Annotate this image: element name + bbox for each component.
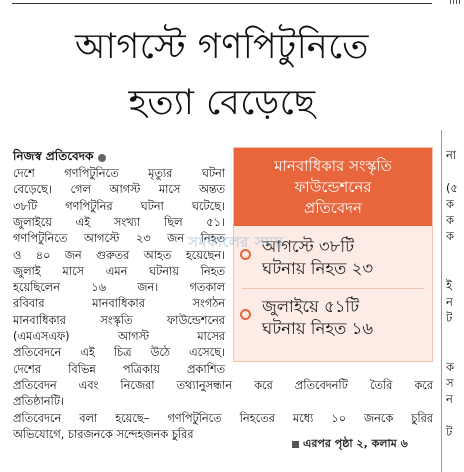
highlight-box-title bbox=[234, 148, 432, 226]
adjacent-column-line bbox=[446, 344, 464, 360]
adjacent-column-line: ই bbox=[446, 279, 452, 293]
body-line: প্রতিবেদনে এই চিত্র উঠে এসেছে। bbox=[13, 346, 225, 360]
headline-line-2: হত্যা বেড়েছে bbox=[128, 83, 316, 123]
box-item-line: ঘটনায় নিহত ২৩ bbox=[262, 259, 374, 278]
body-line: প্রতিষ্ঠানটি। bbox=[13, 395, 64, 409]
square-bullet-icon bbox=[292, 441, 299, 448]
body-line: জুলাই মাসে এমন ঘটনায় নিহত bbox=[13, 264, 225, 278]
dotted-rule bbox=[450, 0, 460, 4]
body-line: দেশের বিভিন্ন পত্রিকায় প্রকাশিত bbox=[13, 362, 225, 376]
byline bbox=[13, 148, 106, 168]
body-line: রবিবার মানবাধিকার সংগঠন bbox=[13, 297, 225, 311]
body-line: দেশে গণপিটুনিতে মৃত্যুর ঘটনা bbox=[13, 167, 225, 180]
adjacent-column-line: ক bbox=[446, 230, 454, 244]
adjacent-column-line: ট bbox=[446, 426, 453, 440]
body-line: অভিযোগে, চারজনকে সন্দেহজনক চুরির bbox=[13, 427, 194, 441]
continuation-note bbox=[292, 435, 408, 454]
box-title-line: মানবাধিকার সংস্কৃতি bbox=[274, 156, 392, 175]
body-line: হয়েছিলেন ১৬ জন। গতকাল bbox=[13, 281, 225, 295]
body-line: গণপিটুনিতে আগস্টে ২৩ জন নিহত bbox=[13, 232, 225, 246]
adjacent-column-line bbox=[446, 246, 464, 262]
adjacent-column-line: ক bbox=[446, 197, 454, 211]
body-line: প্রতিবেদন এবং নিজেরা তথ্যানুসন্ধান করে প্রতিবেদনটি তৈরি করে bbox=[13, 378, 433, 392]
adjacent-column-line: ন bbox=[446, 295, 453, 309]
column-divider bbox=[441, 130, 442, 472]
circle-bullet-icon bbox=[240, 309, 251, 320]
adjacent-column-line: ক bbox=[446, 214, 454, 228]
box-divider bbox=[242, 288, 424, 289]
box-item-line: জুলাইয়ে ৫১টি bbox=[262, 297, 360, 316]
body-line: ৩৮টি গণপিটুনির ঘটনা ঘটেছে। bbox=[13, 199, 225, 213]
box-title-line: প্রতিবেদন bbox=[304, 198, 362, 217]
adjacent-column-line bbox=[446, 164, 464, 180]
adjacent-column-line: ক bbox=[446, 360, 454, 374]
watermark: সমকালের সময় bbox=[188, 233, 284, 251]
adjacent-column-line: (৫ bbox=[446, 181, 458, 195]
body-line: মানবাধিকার সংস্কৃতি ফাউন্ডেশনের bbox=[13, 313, 225, 327]
box-item-line: আগস্টে ৩৮টি bbox=[262, 237, 355, 256]
adjacent-column-line: না bbox=[446, 149, 457, 162]
box-title-line: ফাউন্ডেশনের bbox=[294, 177, 372, 196]
byline-text: নিজস্ব প্রতিবেদক bbox=[13, 149, 94, 163]
bullet-icon bbox=[98, 154, 106, 162]
box-item-line: ঘটনায় নিহত ১৬ bbox=[262, 319, 374, 338]
adjacent-column-line: ট bbox=[446, 311, 453, 325]
continuation-text: এরপর পৃষ্ঠা ২, কলাম ৬ bbox=[303, 437, 408, 450]
body-line: প্রতিবেদনে বলা হয়েছে– গণপিটুনিতে নিহতের মধ্যে ১০ জনকে চুরির bbox=[13, 411, 433, 425]
adjacent-column-line bbox=[446, 327, 464, 343]
adjacent-column-line bbox=[446, 409, 464, 425]
top-rule bbox=[12, 0, 464, 6]
body-line: ও ৪০ জন গুরুতর আহত হয়েছেন। bbox=[13, 248, 225, 262]
adjacent-column-line: স bbox=[446, 377, 454, 391]
adjacent-column-fragment bbox=[446, 148, 464, 441]
body-line: বেড়েছে। গেল আগস্ট মাসে অন্তত bbox=[13, 183, 225, 197]
body-line: জুলাইয়ে এই সংখ্যা ছিল ৫১। bbox=[13, 215, 225, 229]
adjacent-column-line bbox=[446, 262, 464, 278]
body-line: (এমএসএফ) আগস্ট মাসের bbox=[13, 330, 225, 343]
headline-line-1: আগস্টে গণপিটুনিতে bbox=[75, 27, 369, 67]
adjacent-column-line: ন bbox=[446, 393, 453, 407]
